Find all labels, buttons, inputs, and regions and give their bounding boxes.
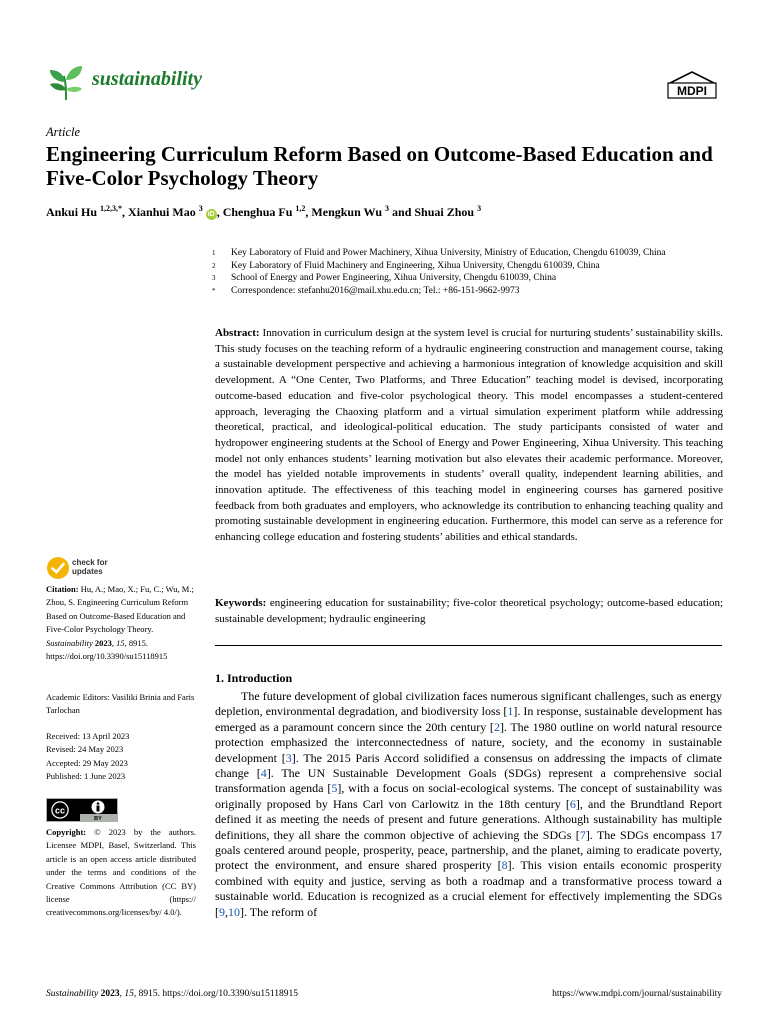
abstract [215, 326, 723, 546]
intro-text: ]. The reform of [240, 904, 318, 919]
academic-editors: Academic Editors: Vasiliki Brinia and Faris Tarlochan [46, 692, 195, 716]
reference-link[interactable]: 6 [569, 796, 576, 811]
affiliation-text: Key Laboratory of Fluid Machinery and Engineering, Xihua University, Chengdu 610039, China [231, 260, 600, 271]
reference-link[interactable]: 5 [331, 781, 338, 796]
reference-link[interactable]: 3 [285, 750, 292, 765]
author-name[interactable]: Shuai Zhou [414, 205, 475, 219]
affiliation-number: 3 [212, 274, 216, 283]
intro-text: ]. The UN Sustainable Development Goals (SDGs) represent a comprehensive social transformation agenda [ [215, 766, 722, 796]
section-divider [215, 645, 722, 646]
intro-text: ]. The 2015 Paris Accord solidified a consensus on addressing the impacts of climate change [ [215, 750, 722, 781]
author-name[interactable]: Xianhui Mao [128, 205, 196, 219]
article-type: Article [46, 125, 81, 139]
received-date: Received: 13 April 2023 [46, 731, 130, 741]
author-name[interactable]: Mengkun Wu [311, 205, 383, 219]
citation-label: Citation: [46, 584, 79, 594]
intro-text: ], and the Brundtland Report defined it as meeting the needs of present and future generations. Although sustainability has multiple definitions, they all share the common objective of achieving the SDGs [ [215, 796, 722, 842]
citation-journal: Sustainability [46, 637, 93, 648]
mdpi-logo-text: MDPI [677, 84, 707, 98]
footer-journal: Sustainability [46, 989, 99, 999]
intro-text: , [225, 904, 228, 919]
affiliation-item [212, 247, 732, 260]
abstract-label: Abstract: [215, 327, 260, 339]
article-title: Engineering Curriculum Reform Based on Outcome-Based Education and Five-Color Psychology Theory [46, 142, 713, 190]
svg-text:cc: cc [54, 805, 66, 816]
correspondence-text[interactable]: Correspondence: stefanhu2016@mail.xhu.edu.cn; Tel.: +86-151-9662-9973 [231, 285, 520, 296]
check-updates-line: updates [72, 567, 103, 576]
author-affiliation-marks: 1,2,3,* [100, 204, 123, 213]
citation-text: Hu, A.; Mao, X.; Fu, C.; Wu, M.; Zhou, S. Engineering Curriculum Reform Based on Outcome-Based Education and Five-Color Psychology Theory. [46, 584, 194, 635]
intro-text: ]. The SDGs encompass 17 goals centered around people, prosperity, peace, partnership, and the planet, aiming to eradicate poverty, protect the environment, and ensure shared prosperity [ [215, 827, 722, 873]
intro-text: ]. The 1980 outline on world natural resource protection emphasized the interconnectedness of nature, society, and the economy in sustainable development [ [215, 719, 723, 765]
intro-text: ]. This vision entails economic prosperity combined with equity and justice, serving as both a roadmap and a transformative process toward a sustainable world. Education is recognized as a crucial element for effectively implementing the SDGs [ [215, 858, 722, 919]
check-for-updates-icon[interactable] [46, 556, 70, 580]
reference-link[interactable]: 9 [219, 904, 225, 919]
published-date: Published: 1 June 2023 [46, 771, 126, 782]
affiliations [212, 247, 732, 297]
reference-link[interactable]: 1 [507, 704, 514, 719]
reference-link[interactable]: 4 [260, 766, 267, 781]
footer-citation: Sustainability 2023, 15, 8915. https://doi.org/10.3390/su15118915 [46, 989, 299, 999]
author-affiliation-marks: 3 [477, 204, 482, 213]
check-updates-line: check for [72, 558, 108, 567]
cc-by-license-icon[interactable] [46, 798, 118, 822]
citation-year: 2023 [94, 637, 112, 648]
reference-link[interactable]: 8 [501, 858, 508, 873]
affiliation-number: * [212, 286, 216, 295]
keywords [215, 596, 723, 627]
intro-text: The future development of global civilization faces numerous significant challenges, such as energy depletion, environmental degradation, and biodiversity loss [ [215, 689, 722, 719]
keywords-text: engineering education for sustainability; five-color theoretical psychology; outcome-based education; sustainable development; hydraulic engineering [215, 597, 724, 625]
keywords-label: Keywords: [215, 597, 267, 609]
author-affiliation-marks: 3 [385, 204, 390, 213]
author-affiliation-marks: 1,2 [295, 204, 306, 213]
intro-paragraph [215, 689, 722, 920]
citation-volume: 15 [116, 637, 125, 648]
citation-pages: , 8915. [124, 637, 148, 648]
author-list: Ankui Hu $^{1,2,3,*}$, Xianhui Mao $^3$ iD , Chenghua Fu $^{1,2}$, Mengkun Wu $^3$ and Shuai Zhou $^3$ [46, 204, 482, 219]
affiliation-number: 1 [212, 249, 216, 257]
revised-date: Revised: 24 May 2023 [46, 744, 124, 755]
author-affiliation-marks: 3 [198, 204, 203, 213]
author-name[interactable]: Chenghua Fu [222, 205, 293, 219]
accepted-date: Accepted: 29 May 2023 [46, 757, 128, 768]
reference-link[interactable]: 7 [579, 827, 586, 842]
affiliation-text: School of Energy and Power Engineering, Xihua University, Chengdu 610039, China [231, 273, 557, 284]
reference-link[interactable]: 10 [228, 904, 240, 919]
svg-text:BY: BY [94, 816, 102, 822]
footer-volume: 15 [124, 989, 134, 999]
copyright-block [46, 826, 196, 920]
citation-doi-link[interactable]: https://doi.org/10.3390/su15118915 [46, 651, 168, 662]
copyright-label: Copyright: [46, 827, 87, 837]
orcid-icon[interactable]: iD [207, 211, 215, 218]
affiliation-item [212, 272, 732, 285]
section-heading: 1. Introduction [215, 671, 293, 685]
affiliation-number: 2 [212, 261, 216, 270]
footer-journal-url[interactable]: https://www.mdpi.com/journal/sustainability [552, 989, 722, 999]
footer-year: 2023 [100, 989, 120, 999]
citation-block: Citation: Hu, A.; Mao, X.; Fu, C.; Wu, M.; Zhou, S. Engineering Curriculum Reform Based on Outcome-Based Education and Five-Color Psychology Theory. Sustainability 2023, 15, 8915. https://doi.org/10.3390/su15118915 [46, 584, 194, 662]
intro-text: ], with a focus on social-ecological systems. The concept of sustainability was originally proposed by Hans Carl von Carlowitz in the 18th century [ [215, 781, 723, 811]
mdpi-logo[interactable] [666, 70, 718, 100]
footer-doi[interactable]: , 8915. https://doi.org/10.3390/su15118915 [133, 989, 299, 999]
dates-block [46, 730, 196, 784]
check-for-updates-button[interactable] [72, 558, 108, 576]
author-name[interactable]: Ankui Hu [46, 205, 98, 219]
affiliation-text: Key Laboratory of Fluid and Power Machinery, Xihua University, Ministry of Education, Chengdu 610039, China [231, 248, 666, 258]
journal-leaf-logo [46, 62, 86, 102]
affiliation-item [212, 260, 732, 273]
journal-name[interactable]: sustainability [92, 68, 203, 90]
abstract-text: Innovation in curriculum design at the system level is crucial for nurturing students’ sustainability skills. This study focuses on the teaching reform of a hydraulic engineering construction and management course, taking a sustainable development perspective and achieving a harmonious integration of knowledge acquisition and skill development. A “One Center, Two Platforms, and Three Education” teaching model is devised, incorporating outcome-based education and five-color psychological theory. This model encompasses a student-centered approach, leveraging the Chaoxing platform and a virtual simulation experiment platform while addressing theoretical, practical, and ideological-political education. The study participants consisted of water and hydropower engineering students at the School of Energy and Power Engineering, Xihua University. This teaching model not only enhances students’ learning motivation but also elevates their academic performance. Moreover, the model has yielded notable improvements in students’ overall quality, independent learning abilities, and innovation aptitude. The effectiveness of this teaching model in engineering courses has garnered positive feedback from both graduates and employers, who acknowledge its contribution to enhancing teaching quality and promoting sustainable development in engineering education. Furthermore, this model can serve as a reference for enhancing college education and fostering students’ abilities and ethical standards. [215, 327, 724, 544]
affiliation-item [212, 285, 732, 298]
intro-text: ]. In response, sustainable development has emerged as a paramount concern since the 20th century [ [215, 704, 722, 734]
copyright-text: © 2023 by the authors. Licensee MDPI, Basel, Switzerland. This article is an open access article distributed under the terms and conditions of the Creative Commons Attribution (CC BY) license (https:// creativecommons.org/licenses/by/ 4.0/). [46, 827, 196, 918]
reference-link[interactable]: 2 [493, 719, 500, 734]
